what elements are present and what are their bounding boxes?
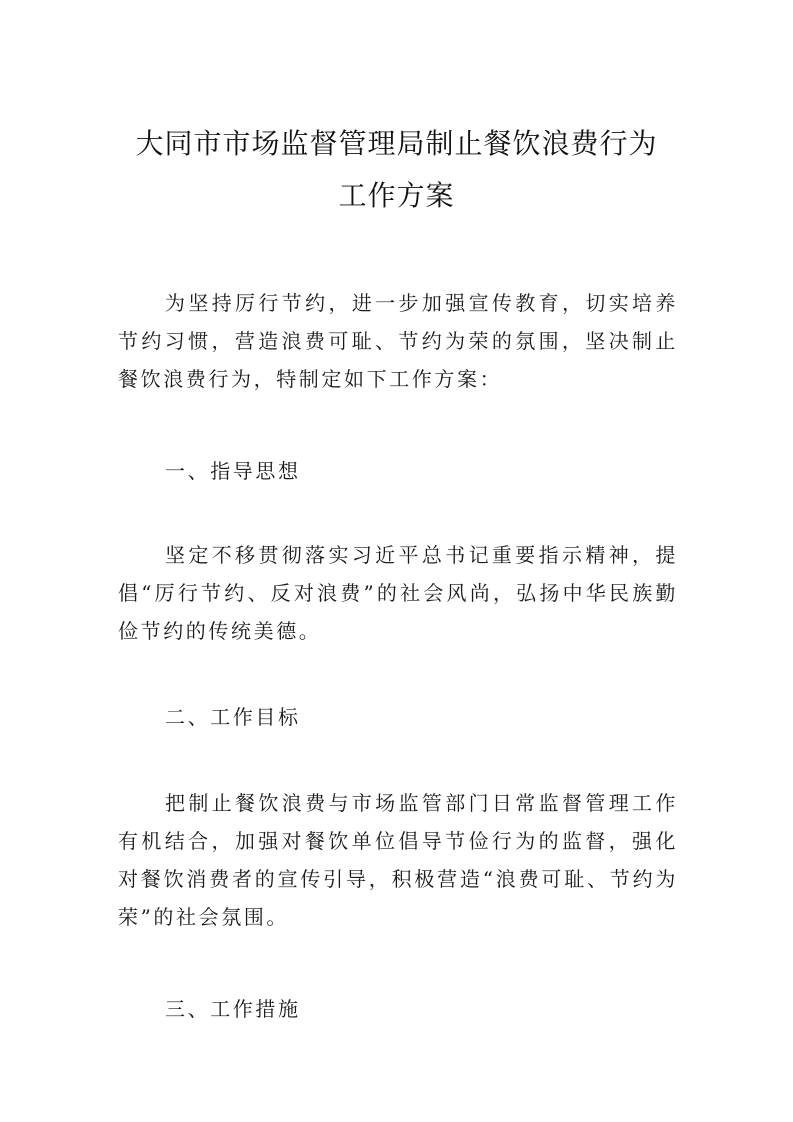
section-body-guiding-ideology: 坚定不移贯彻落实习近平总书记重要指示精神，提倡“厉行节约、反对浪费”的社会风尚，弘扬中华民族勤俭节约的传统美德。 bbox=[118, 543, 678, 643]
document-title-line-2: 工作方案 bbox=[338, 179, 455, 212]
section-heading-work-goals: 二、工作目标 bbox=[165, 705, 301, 729]
section-heading-guiding-ideology: 一、指导思想 bbox=[165, 459, 301, 483]
section-heading-work-measures: 三、工作措施 bbox=[165, 997, 301, 1021]
section-body-work-goals: 把制止餐饮浪费与市场监管部门日常监督管理工作有机结合，加强对餐饮单位倡导节俭行为的监督，强化对餐饮消费者的宣传引导，积极营造“浪费可耻、节约为荣”的社会氛围。 bbox=[118, 791, 678, 929]
document-title-line-1: 大同市市场监督管理局制止餐饮浪费行为 bbox=[135, 127, 658, 160]
intro-paragraph: 为坚持厉行节约，进一步加强宣传教育，切实培养节约习惯，营造浪费可耻、节约为荣的氛围，坚决制止餐饮浪费行为，特制定如下工作方案： bbox=[118, 291, 678, 391]
